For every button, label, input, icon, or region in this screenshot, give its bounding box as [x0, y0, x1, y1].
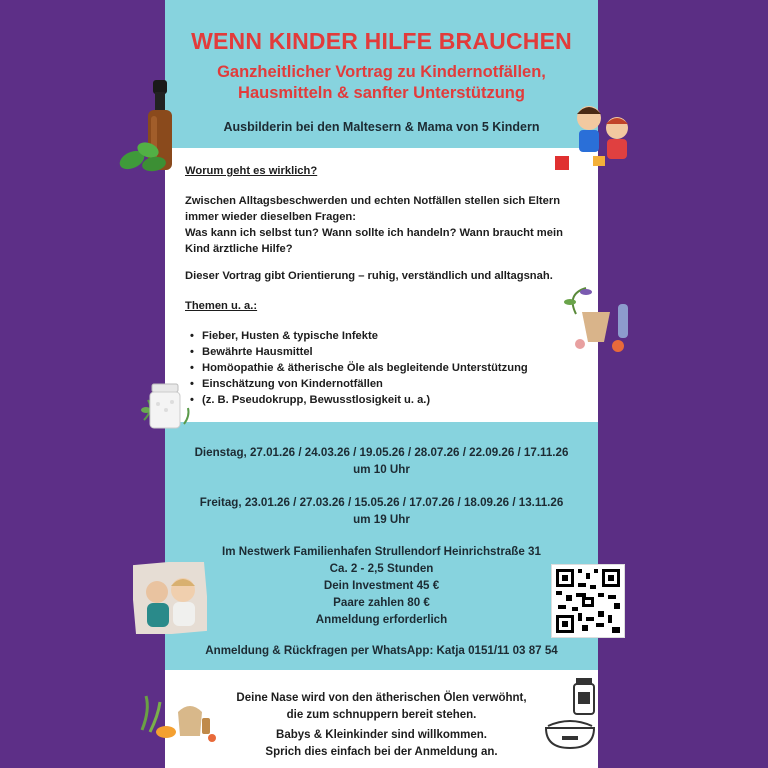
diffuser-icon: [540, 676, 604, 752]
intro-heading: Worum geht es wirklich?: [185, 165, 318, 177]
venue-info: [165, 543, 598, 628]
intro-paragraph: [185, 193, 580, 257]
topics-heading: Themen u. a.:: [185, 300, 258, 312]
list-item: • Homöopathie & ätherische Öle als begleitende Unterstützung: [190, 360, 570, 376]
tuesday-dates-line: Dienstag, 27.01.26 / 24.03.26 / 19.05.26 / 28.07.26 / 22.09.26 / 17.11.26: [194, 446, 569, 459]
author-line: Ausbilderin bei den Maltesern & Mama von 5 Kindern: [223, 120, 540, 134]
footer-oils-note: [165, 690, 598, 724]
mint-leaves-icon: [118, 136, 172, 176]
tuesday-dates: [165, 444, 598, 478]
globules-jar-icon: [140, 380, 196, 432]
whatsapp-contact: Anmeldung & Rückfragen per WhatsApp: Katja 0151/11 03 87 54: [205, 644, 558, 657]
venue-duration: Ca. 2 - 2,5 Stunden: [329, 562, 434, 575]
footer-line-2: die zum schnuppern bereit stehen.: [286, 709, 477, 721]
list-item: • Fieber, Husten & typische Infekte: [190, 328, 570, 344]
venue-price: Dein Investment 45 €: [323, 579, 440, 592]
venue-registration: Anmeldung erforderlich: [315, 613, 448, 626]
footer-line-4: Sprich dies einfach bei der Anmeldung an.: [265, 746, 498, 758]
intro-line-4: Kind ärztliche Hilfe?: [185, 243, 293, 255]
qr-code[interactable]: [551, 564, 625, 638]
friday-dates-line: Freitag, 23.01.26 / 27.03.26 / 15.05.26 / 17.07.26 / 18.09.26 / 13.11.26: [199, 496, 564, 509]
footer-kids-note: [165, 727, 598, 761]
friday-dates: [165, 494, 598, 528]
intro-line-1: Zwischen Alltagsbeschwerden und echten Notfällen stellen sich Eltern: [185, 195, 561, 207]
topic-note: (z. B. Pseudokrupp, Bewusstlosigkeit u. a.): [202, 394, 431, 406]
intro-line-2: immer wieder dieselben Fragen:: [185, 211, 356, 223]
friday-time: um 19 Uhr: [353, 513, 410, 526]
footer-line-3: Babys & Kleinkinder sind willkommen.: [276, 729, 487, 741]
topics-list: [186, 328, 570, 408]
herb-mortar-icon: [556, 284, 636, 356]
intro-line-3: Was kann ich selbst tun? Wann sollte ich handeln? Wann braucht mein: [185, 227, 563, 239]
list-item: • Einschätzung von Kindernotfällen: [190, 376, 570, 392]
venue-couples-price: Paare zahlen 80 €: [333, 596, 430, 609]
list-item: • Bewährte Hausmittel: [190, 344, 570, 360]
tuesday-time: um 10 Uhr: [353, 463, 410, 476]
page-title: WENN KINDER HILFE BRAUCHEN: [191, 28, 572, 54]
essential-oils-icon: [136, 690, 220, 746]
list-item-note: [190, 392, 570, 408]
subtitle-line-2: Hausmitteln & sanfter Unterstützung: [238, 84, 525, 102]
footer-line-1: Deine Nase wird von den ätherischen Ölen verwöhnt,: [236, 692, 527, 704]
kids-playing-icon: [553, 100, 638, 175]
kids-photo: [133, 562, 207, 634]
intro-summary: Dieser Vortrag gibt Orientierung – ruhig, verständlich und alltagsnah.: [185, 270, 553, 282]
venue-location: Im Nestwerk Familienhafen Strullendorf Heinrichstraße 31: [222, 545, 541, 558]
subtitle-line-1: Ganzheitlicher Vortrag zu Kindernotfällen,: [217, 63, 546, 81]
page-subtitle: [165, 62, 598, 104]
